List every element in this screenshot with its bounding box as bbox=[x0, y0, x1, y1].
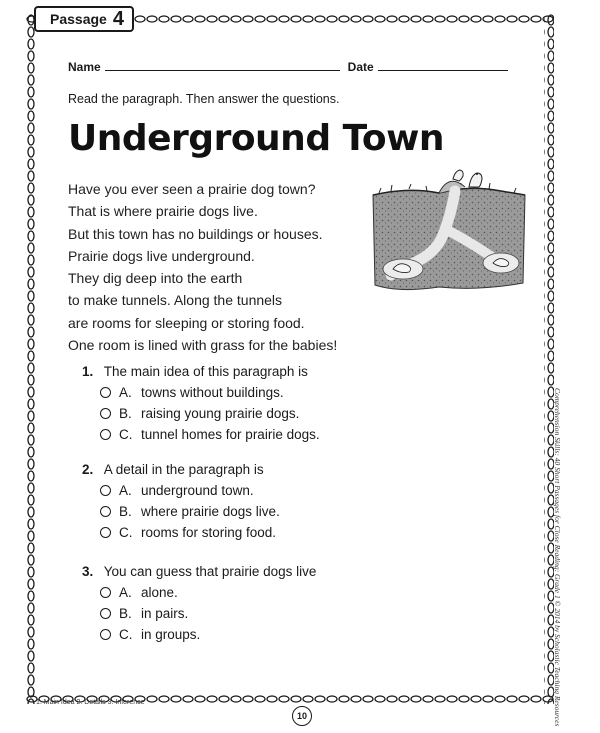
question-2 bbox=[82, 462, 280, 540]
question-number: 3. bbox=[82, 564, 94, 579]
option-letter: A. bbox=[119, 385, 132, 400]
paragraph-line: That is where prairie dogs live. bbox=[68, 203, 258, 220]
passage-tab bbox=[34, 6, 134, 32]
option-1c[interactable] bbox=[100, 427, 320, 442]
option-2b[interactable] bbox=[100, 504, 280, 519]
option-letter: B. bbox=[119, 406, 132, 421]
option-text: in pairs. bbox=[141, 606, 189, 621]
paragraph-line: But this town has no buildings or houses. bbox=[68, 225, 323, 242]
date-label: Date bbox=[347, 60, 374, 74]
empty-circle-icon[interactable] bbox=[100, 587, 111, 598]
option-letter: C. bbox=[119, 525, 133, 540]
empty-circle-icon[interactable] bbox=[100, 429, 111, 440]
date-field[interactable] bbox=[378, 69, 508, 71]
instructions: Read the paragraph. Then answer the questions. bbox=[68, 92, 340, 106]
passage-number: 4 bbox=[112, 7, 124, 30]
name-field[interactable] bbox=[105, 69, 340, 71]
question-number: 2. bbox=[82, 462, 94, 477]
option-3b[interactable] bbox=[100, 606, 316, 621]
option-text: alone. bbox=[141, 585, 178, 600]
option-2c[interactable] bbox=[100, 525, 280, 540]
skills-footer: 1. Main Idea 2. Details 3. Inference bbox=[36, 699, 145, 706]
option-letter: C. bbox=[119, 627, 133, 642]
page-title: Underground Town bbox=[68, 118, 445, 159]
paragraph-line: to make tunnels. Along the tunnels bbox=[68, 292, 283, 309]
option-text: underground town. bbox=[141, 483, 254, 498]
question-3 bbox=[82, 564, 316, 642]
empty-circle-icon[interactable] bbox=[100, 408, 111, 419]
option-text: in groups. bbox=[141, 627, 201, 642]
option-text: where prairie dogs live. bbox=[141, 504, 280, 519]
empty-circle-icon[interactable] bbox=[100, 629, 111, 640]
passage-label: Passage bbox=[50, 11, 107, 27]
paragraph-line: They dig deep into the earth bbox=[68, 270, 243, 287]
option-text: raising young prairie dogs. bbox=[141, 406, 300, 421]
paragraph-line: are rooms for sleeping or storing food. bbox=[68, 314, 305, 331]
question-stem: A detail in the paragraph is bbox=[103, 462, 264, 477]
option-letter: B. bbox=[119, 504, 132, 519]
paragraph-line: Prairie dogs live underground. bbox=[68, 247, 255, 264]
option-1b[interactable] bbox=[100, 406, 320, 421]
name-date-row bbox=[68, 56, 516, 74]
copyright-credit: Comprehension Skills: 40 Short Passages for Close Reading: Grade 1 © 2014 by Scholastic Teaching Resources bbox=[553, 388, 562, 727]
option-3c[interactable] bbox=[100, 627, 316, 642]
reading-paragraph bbox=[68, 178, 368, 356]
question-number: 1. bbox=[82, 364, 94, 379]
option-letter: A. bbox=[119, 483, 132, 498]
option-3a[interactable] bbox=[100, 585, 316, 600]
empty-circle-icon[interactable] bbox=[100, 527, 111, 538]
name-label: Name bbox=[68, 60, 101, 74]
option-letter: B. bbox=[119, 606, 132, 621]
empty-circle-icon[interactable] bbox=[100, 485, 111, 496]
paragraph-line: Have you ever seen a prairie dog town? bbox=[68, 181, 316, 197]
paragraph-line: One room is lined with grass for the babies! bbox=[68, 337, 338, 354]
option-letter: C. bbox=[119, 427, 133, 442]
page-number: 10 bbox=[292, 706, 312, 726]
question-stem: The main idea of this paragraph is bbox=[103, 364, 308, 379]
option-text: rooms for storing food. bbox=[141, 525, 277, 540]
option-text: towns without buildings. bbox=[141, 385, 284, 400]
empty-circle-icon[interactable] bbox=[100, 506, 111, 517]
empty-circle-icon[interactable] bbox=[100, 387, 111, 398]
option-1a[interactable] bbox=[100, 385, 320, 400]
option-text: tunnel homes for prairie dogs. bbox=[141, 427, 320, 442]
empty-circle-icon[interactable] bbox=[100, 608, 111, 619]
question-1 bbox=[82, 364, 320, 442]
option-letter: A. bbox=[119, 585, 132, 600]
prairie-dog-burrow-illustration bbox=[369, 165, 529, 297]
question-stem: You can guess that prairie dogs live bbox=[103, 564, 317, 579]
option-2a[interactable] bbox=[100, 483, 280, 498]
